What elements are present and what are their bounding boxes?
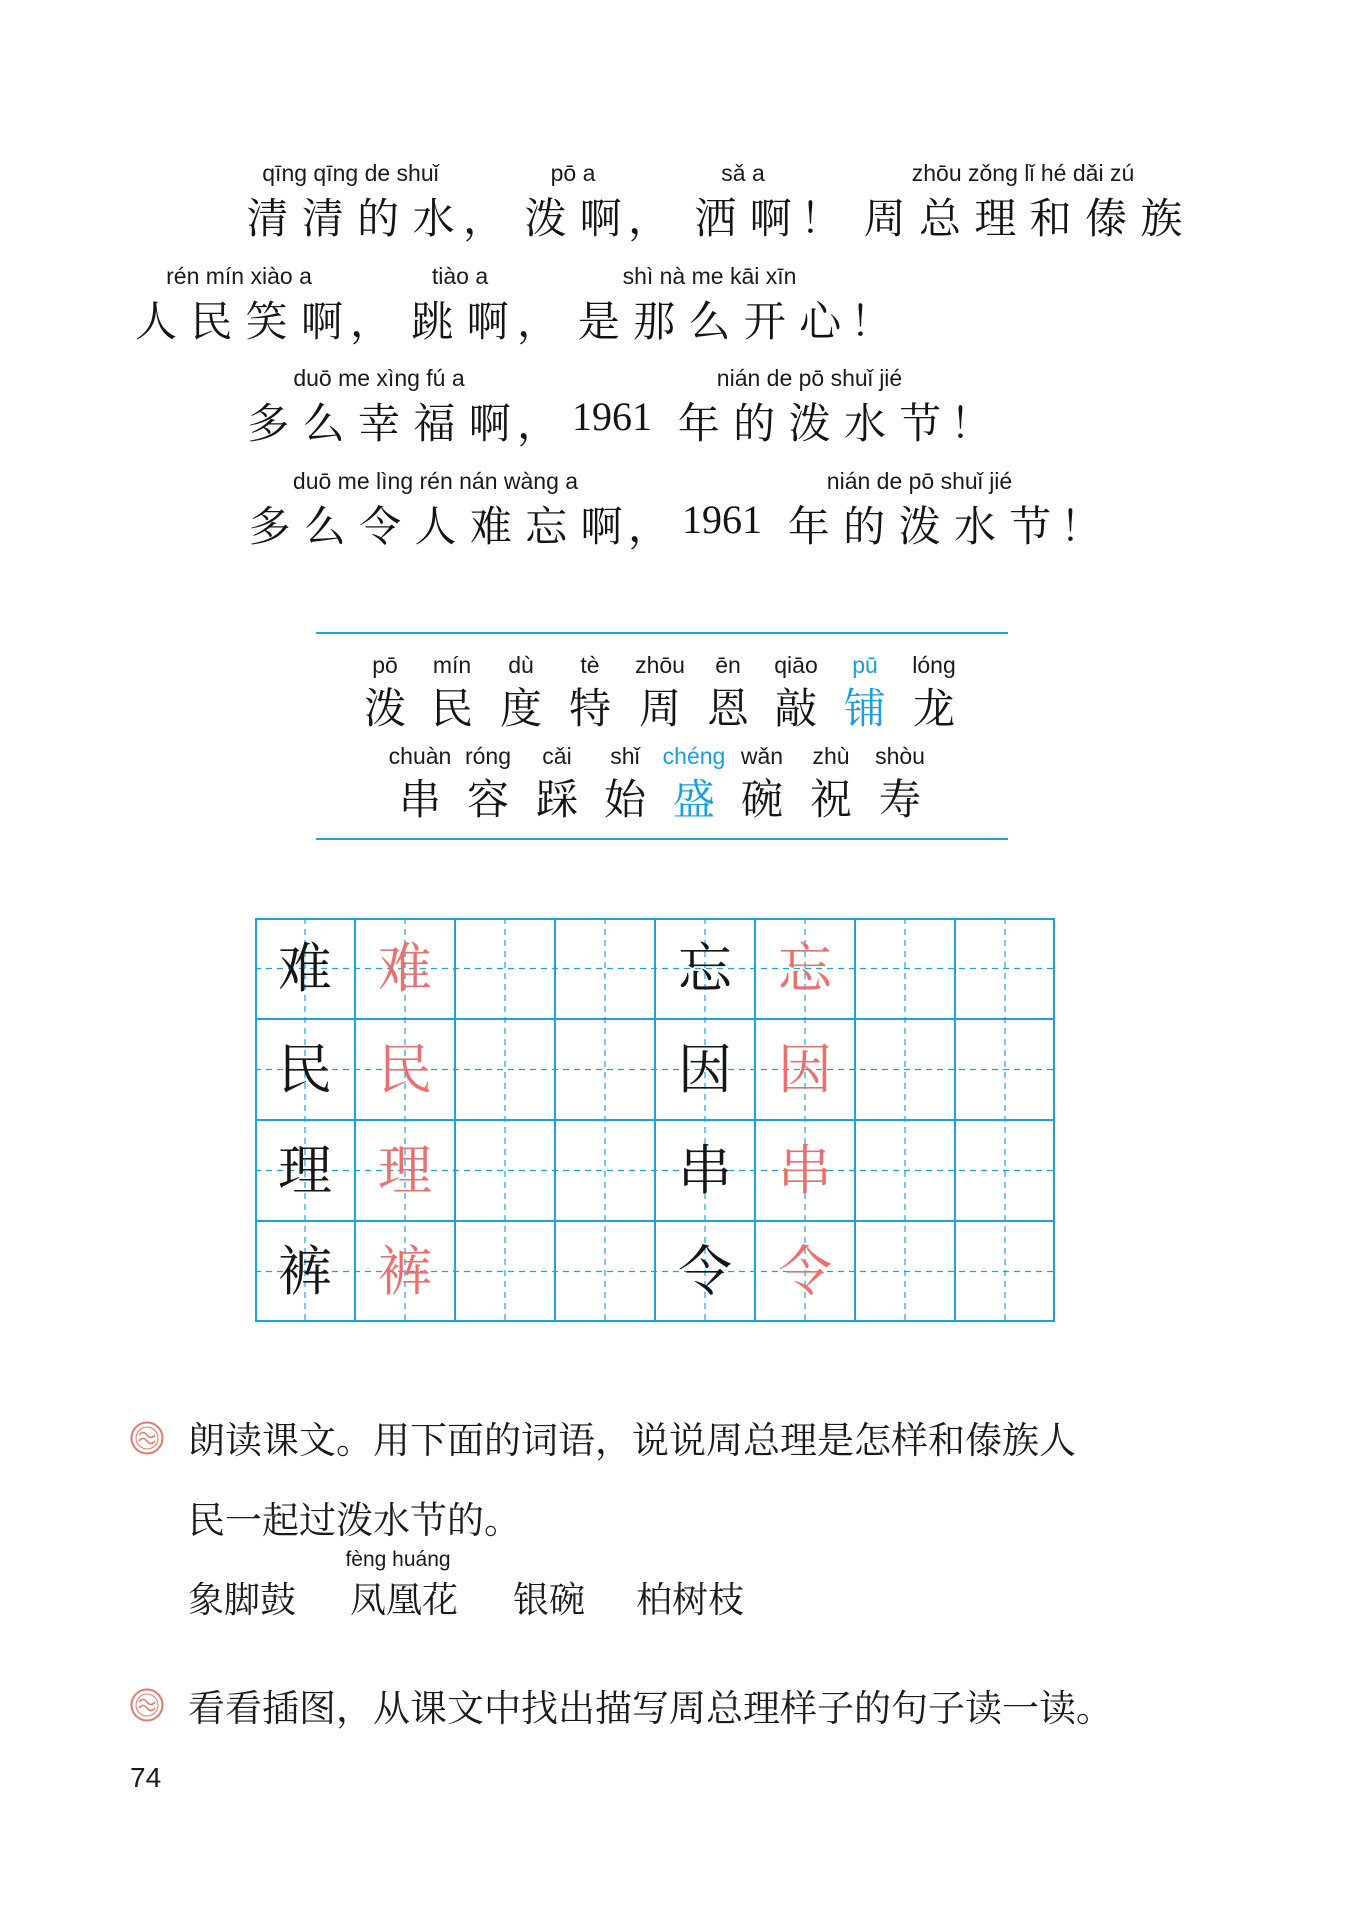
hanzi: 敲 xyxy=(774,684,818,733)
hanzi: 盛 xyxy=(672,775,716,824)
hanzi: 年 的 泼 水 节 xyxy=(677,399,942,448)
pinyin: lóng xyxy=(912,652,956,678)
vocab-row-2 xyxy=(0,743,1350,843)
trace-character: 裤 xyxy=(378,1240,432,1303)
pinyin: zhōu zǒng lǐ hé dǎi zú xyxy=(911,160,1135,186)
hanzi: 碗 xyxy=(740,775,784,824)
pinyin: dù xyxy=(508,652,534,678)
punctuation: ！ xyxy=(1060,502,1103,551)
model-character: 因 xyxy=(678,1038,732,1101)
hanzi: 周 总 理 和 傣 族 xyxy=(863,194,1183,243)
hanzi: 铺 xyxy=(843,684,887,733)
punctuation: ， xyxy=(628,502,671,551)
word-text: 象脚鼓 xyxy=(188,1580,297,1621)
seal-icon xyxy=(130,1421,164,1455)
model-character: 串 xyxy=(678,1139,732,1202)
word-pinyin: fèng huáng xyxy=(345,1548,451,1571)
model-character: 裤 xyxy=(278,1240,332,1303)
vocab-top-rule xyxy=(316,632,1008,634)
pinyin: tè xyxy=(580,652,600,678)
trace-character: 难 xyxy=(378,937,432,1000)
pinyin: ēn xyxy=(715,652,741,678)
pinyin: shǐ xyxy=(610,743,640,769)
pinyin: pō a xyxy=(550,160,596,186)
pinyin: nián de pō shuǐ jié xyxy=(826,468,1013,494)
hanzi: 民 xyxy=(430,684,474,733)
pinyin: duō me lìng rén nán wàng a xyxy=(292,468,579,494)
pinyin: zhōu xyxy=(635,652,685,678)
pinyin: tiào a xyxy=(431,263,489,289)
punctuation: ， xyxy=(517,399,560,448)
hanzi: 年 的 泼 水 节 xyxy=(787,502,1052,551)
year-number: 1961 xyxy=(572,394,652,439)
hanzi: 洒 啊 xyxy=(694,194,792,243)
pinyin: shòu xyxy=(875,743,925,769)
punctuation: ， xyxy=(628,194,671,243)
pinyin: rén mín xiào a xyxy=(166,263,312,289)
hanzi: 跳 啊 xyxy=(411,297,509,346)
word-list xyxy=(188,1548,888,1620)
model-character: 民 xyxy=(278,1038,332,1101)
hanzi: 串 xyxy=(398,775,442,824)
pinyin: zhù xyxy=(812,743,850,769)
trace-character: 串 xyxy=(778,1139,832,1202)
hanzi: 祝 xyxy=(809,775,853,824)
model-character: 理 xyxy=(278,1139,332,1202)
hanzi: 清 清 的 水 xyxy=(246,194,455,243)
exercise-1-text: 朗读课文。用下面的词语，说说周总理是怎样和傣族人 xyxy=(188,1419,1076,1462)
pinyin: pō xyxy=(372,652,398,678)
punctuation: ， xyxy=(350,297,393,346)
hanzi: 始 xyxy=(603,775,647,824)
hanzi: 泼 xyxy=(363,684,407,733)
trace-character: 令 xyxy=(778,1240,832,1303)
word-text: 柏树枝 xyxy=(636,1580,745,1621)
seal-icon xyxy=(130,1688,164,1722)
pinyin: róng xyxy=(464,743,512,769)
poem-line-2 xyxy=(0,263,1350,373)
page-number: 74 xyxy=(130,1762,162,1793)
word-text: 银碗 xyxy=(513,1580,586,1621)
pinyin: pū xyxy=(852,652,878,678)
hanzi: 泼 啊 xyxy=(524,194,622,243)
hanzi: 多 么 幸 福 啊 xyxy=(247,399,511,448)
pinyin: cǎi xyxy=(542,743,572,769)
punctuation: ！ xyxy=(950,399,993,448)
pinyin: sǎ a xyxy=(721,160,765,186)
hanzi: 特 xyxy=(568,684,612,733)
pinyin: qīng qīng de shuǐ xyxy=(262,160,439,186)
hanzi: 容 xyxy=(466,775,510,824)
punctuation: ！ xyxy=(800,194,843,243)
pinyin: chuàn xyxy=(388,743,452,769)
exercise-1-text-cont: 民一起过泼水节的。 xyxy=(188,1499,521,1542)
model-character: 忘 xyxy=(678,937,732,1000)
pinyin: mín xyxy=(432,652,472,678)
poem-line-4 xyxy=(0,468,1350,578)
model-character: 难 xyxy=(278,937,332,1000)
writing-grid xyxy=(255,918,1055,1322)
model-character: 令 xyxy=(678,1240,732,1303)
pinyin: chéng xyxy=(662,743,726,769)
trace-character: 理 xyxy=(378,1139,432,1202)
poem-line-3 xyxy=(0,365,1350,475)
year-number: 1961 xyxy=(682,497,762,542)
pinyin: shì nà me kāi xīn xyxy=(622,263,797,289)
exercise-2-text: 看看插图，从课文中找出描写周总理样子的句子读一读。 xyxy=(188,1687,1113,1730)
pinyin: duō me xìng fú a xyxy=(293,365,465,391)
vocab-bottom-rule xyxy=(316,838,1008,840)
word-text: 凤凰花 xyxy=(350,1580,459,1621)
pinyin: nián de pō shuǐ jié xyxy=(716,365,903,391)
pinyin: wǎn xyxy=(740,743,784,769)
trace-character: 因 xyxy=(778,1038,832,1101)
hanzi: 龙 xyxy=(912,684,956,733)
vocab-row-1 xyxy=(0,652,1350,752)
trace-character: 民 xyxy=(378,1038,432,1101)
punctuation: ， xyxy=(463,194,506,243)
hanzi: 寿 xyxy=(878,775,922,824)
pinyin: qiāo xyxy=(774,652,818,678)
hanzi: 度 xyxy=(499,684,543,733)
hanzi: 多 么 令 人 难 忘 啊 xyxy=(248,502,623,551)
hanzi: 踩 xyxy=(535,775,579,824)
hanzi: 人 民 笑 啊 xyxy=(134,297,344,346)
hanzi: 是 那 么 开 心 xyxy=(577,297,842,346)
punctuation: ， xyxy=(517,297,560,346)
punctuation: ！ xyxy=(850,297,893,346)
hanzi: 周 xyxy=(638,684,682,733)
trace-character: 忘 xyxy=(778,937,832,1000)
poem-line-1 xyxy=(0,160,1350,270)
hanzi: 恩 xyxy=(706,684,750,733)
